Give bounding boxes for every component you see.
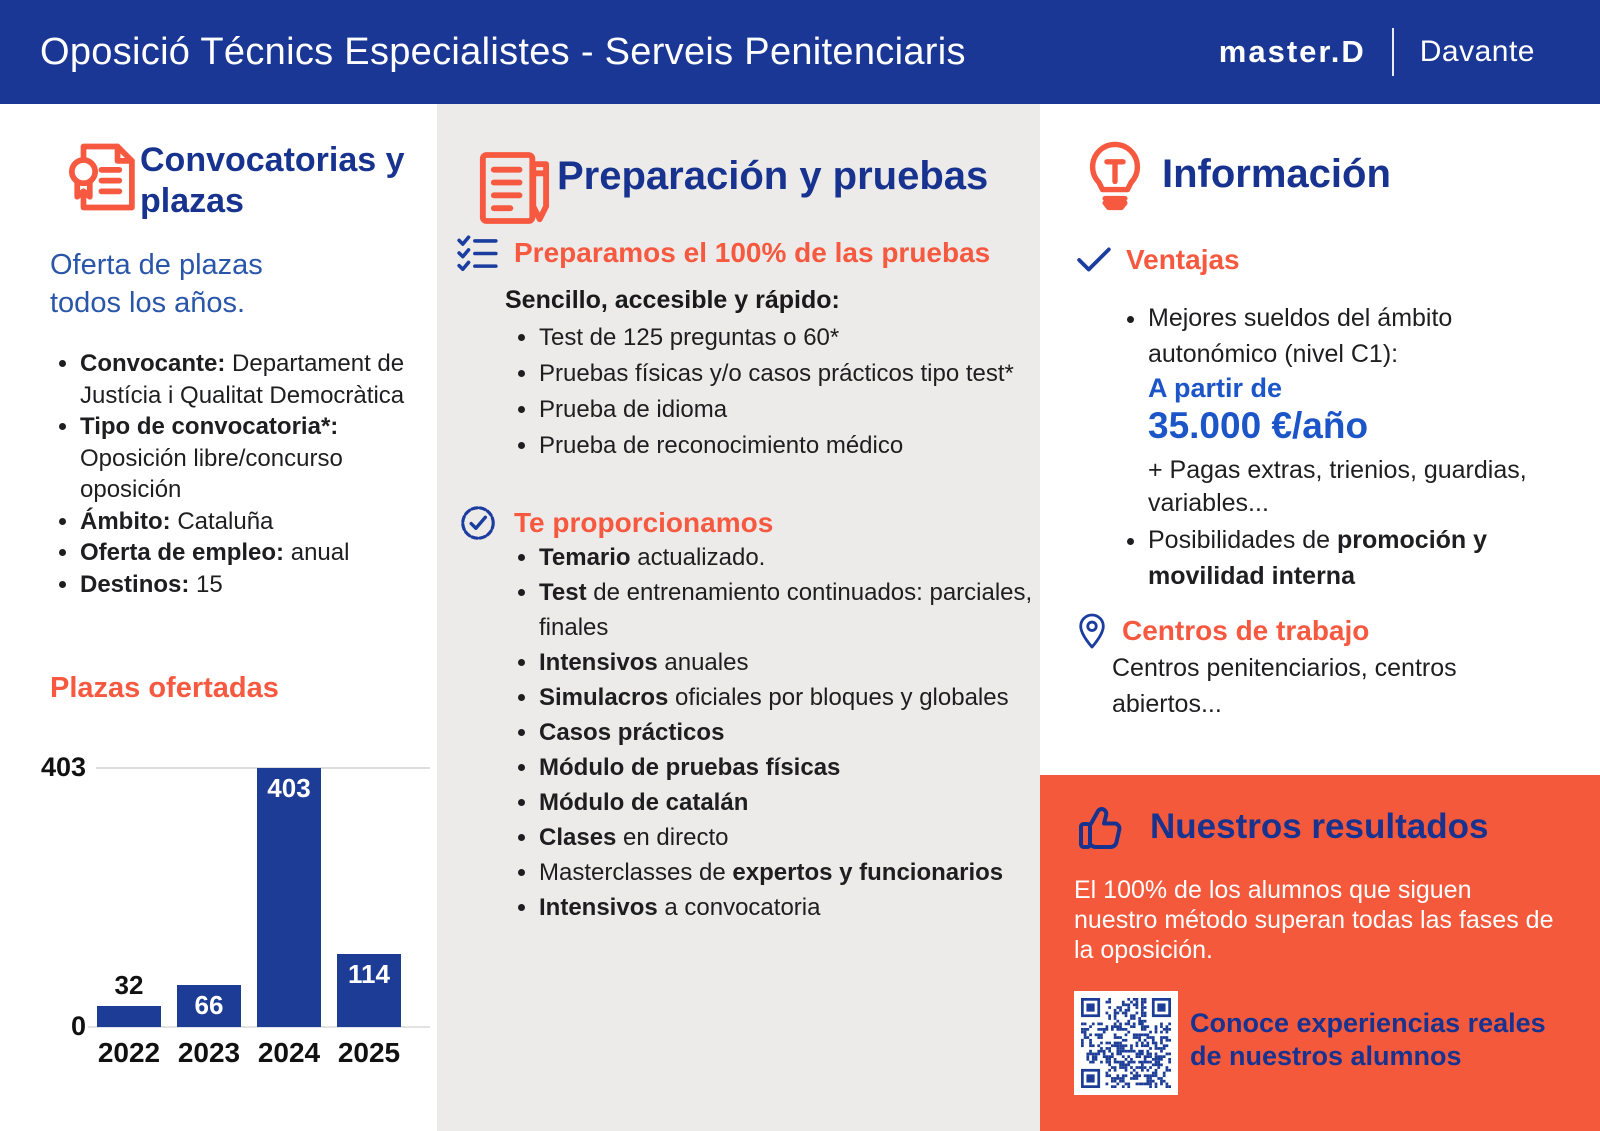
column-convocatorias — [0, 104, 437, 1131]
salary-block — [1148, 372, 1578, 520]
results-body: El 100% de los alumnos que siguen nuestro método superan todas las fases de la oposición. — [1074, 876, 1554, 964]
plazas-bar-chart — [40, 740, 432, 1120]
salary-amount: 35.000 €/año — [1148, 405, 1369, 446]
centros-header — [1076, 612, 1369, 650]
header-bar — [0, 0, 1600, 104]
qr-caption: Conoce experiencias reales de nuestros alumnos — [1190, 1008, 1546, 1071]
intro-text: Oferta de plazas todos los años. — [50, 249, 263, 319]
results-panel — [1040, 775, 1600, 1131]
qr-code — [1074, 991, 1178, 1095]
list-item: • Tipo de convocatoria*: Oposición libre/concurso oposición — [80, 411, 410, 506]
list-item: • Mejores sueldos del ámbito autonómico (nivel C1): — [1148, 300, 1518, 372]
list-item: • Intensivos anuales — [539, 645, 1059, 680]
list-item: • Oferta de empleo: anual — [80, 537, 410, 569]
ventajas-title: Ventajas — [1126, 244, 1240, 275]
list-item: • Casos prácticos — [539, 715, 1059, 750]
bar-value-label: 114 — [348, 959, 390, 989]
subsection-pruebas-header — [457, 234, 990, 272]
badge-check-icon — [457, 502, 499, 544]
list-item: • Masterclasses de expertos y funcionarios — [539, 855, 1059, 890]
results-title: Nuestros resultados — [1150, 807, 1489, 846]
section-heading-informacion: Información — [1162, 152, 1391, 196]
x-axis-label: 2023 — [177, 1037, 241, 1068]
subsection-proporcionamos-header — [457, 502, 773, 544]
proporcionamos-list — [505, 540, 1059, 925]
davante-logo: Davante — [1419, 35, 1535, 68]
centros-body: Centros penitenciarios, centros abiertos... — [1112, 654, 1457, 718]
ventajas-bullet-promocion — [1127, 522, 1528, 594]
bar-value-label: 66 — [194, 990, 224, 1020]
x-axis-label: 2024 — [257, 1037, 321, 1068]
subsection-title: Preparamos el 100% de las pruebas — [514, 237, 991, 268]
results-header — [1076, 801, 1488, 853]
list-item: • Destinos: 15 — [80, 569, 410, 601]
bar-value-label: 32 — [114, 970, 144, 1000]
list-item: • Temario actualizado. — [539, 540, 1059, 575]
x-axis-label: 2022 — [97, 1037, 161, 1068]
chart-title: Plazas ofertadas — [50, 672, 279, 704]
list-item: • Test de 125 preguntas o 60* — [539, 320, 1059, 356]
pruebas-list — [505, 320, 1059, 464]
list-item: • Prueba de idioma — [539, 392, 1059, 428]
y-axis-tick-max: 403 — [40, 752, 86, 782]
convocatoria-list — [50, 348, 410, 600]
list-item: • Posibilidades de promoción y movilidad interna — [1148, 522, 1528, 594]
bar-2024 — [257, 768, 321, 1027]
list-item: • Simulacros oficiales por bloques y globales — [539, 680, 1059, 715]
ventajas-header — [1076, 244, 1240, 276]
list-item: • Clases en directo — [539, 820, 1059, 855]
list-item: • Convocante: Departament de Justícia i Qualitat Democràtica — [80, 348, 410, 411]
y-axis-tick-zero: 0 — [70, 1011, 86, 1041]
list-item: • Ámbito: Cataluña — [80, 506, 410, 538]
subsection-subtitle: Sencillo, accesible y rápido: — [505, 286, 840, 314]
document-pen-icon — [470, 144, 558, 232]
list-item: • Prueba de reconocimiento médico — [539, 428, 1059, 464]
list-item: • Test de entrenamiento continuados: parciales, finales — [539, 575, 1059, 645]
section-heading-preparacion: Preparación y pruebas — [557, 154, 989, 198]
logo-divider — [1392, 28, 1394, 76]
list-item: • Módulo de pruebas físicas — [539, 750, 1059, 785]
masterd-logo: master.D — [1218, 34, 1366, 69]
map-pin-icon — [1076, 612, 1108, 650]
checklist-icon — [457, 234, 499, 272]
subsection-title: Te proporcionamos — [514, 507, 774, 538]
ventajas-bullet-sueldos — [1127, 300, 1518, 372]
section-heading-convocatorias: Convocatorias y plazas — [140, 141, 405, 220]
check-icon — [1076, 246, 1112, 274]
bar-value-label: 403 — [267, 773, 311, 803]
centros-title: Centros de trabajo — [1122, 615, 1370, 646]
salary-lead: A partir de — [1148, 373, 1283, 403]
x-axis-label: 2025 — [337, 1037, 401, 1068]
salary-extras: + Pagas extras, trienios, guardias, variables... — [1148, 456, 1527, 517]
column-preparacion — [437, 104, 1040, 1131]
chart-plot-area — [96, 768, 430, 1068]
list-item: • Intensivos a convocatoria — [539, 890, 1059, 925]
bar-2022 — [97, 1006, 161, 1027]
page-title: Oposició Técnics Especialistes - Serveis Penitenciaris — [40, 30, 966, 73]
lightbulb-icon — [1072, 134, 1158, 220]
certificate-icon — [62, 134, 148, 220]
brand-logos — [1219, 0, 1535, 104]
thumbs-up-icon — [1076, 801, 1132, 853]
list-item: • Pruebas físicas y/o casos prácticos tipo test* — [539, 356, 1059, 392]
list-item: • Módulo de catalán — [539, 785, 1059, 820]
